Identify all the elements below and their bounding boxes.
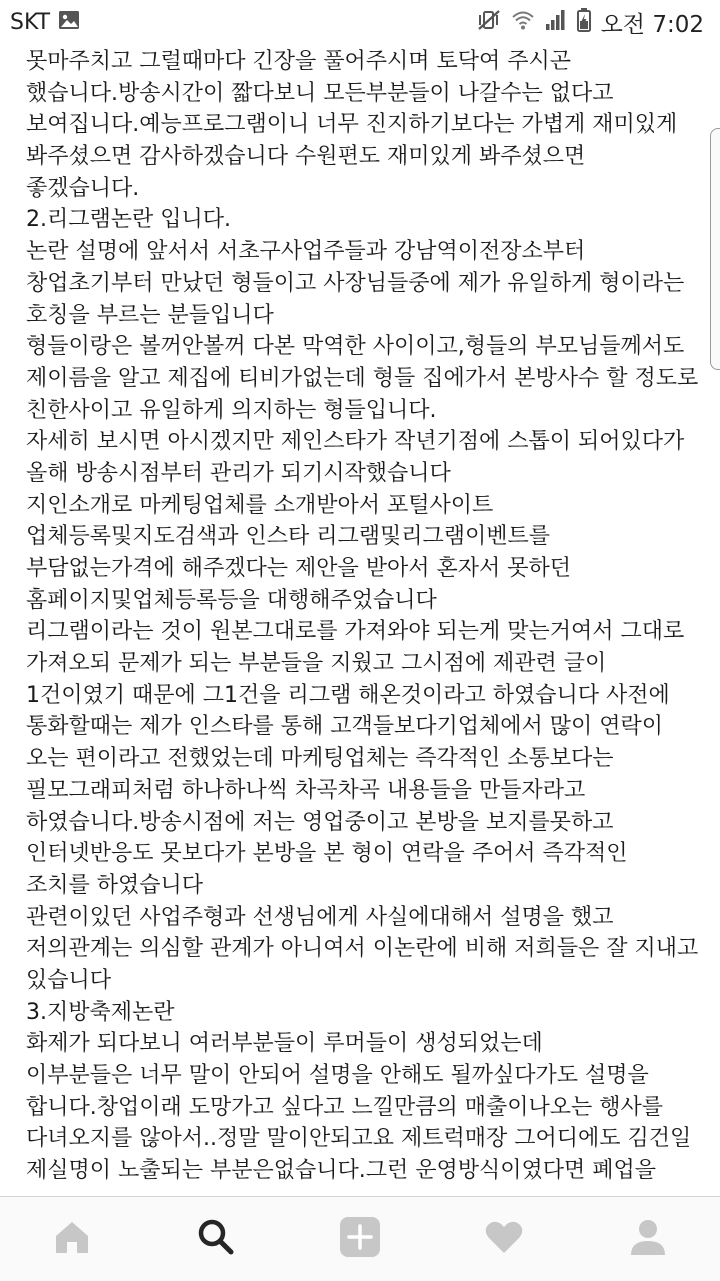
section-heading: 3.지방축제논란: [26, 999, 175, 1025]
scroll-handle[interactable]: [710, 128, 720, 370]
post-text-line: 인터넷반응도 못보다가 본방을 본 형이 연락을 주어서 즉각적인: [26, 841, 628, 867]
post-text-line: 형들이랑은 볼꺼안볼꺼 다본 막역한 사이이고,형들의 부모님들께서도: [26, 334, 685, 360]
section-heading: 2.리그램논란 입니다.: [26, 207, 231, 233]
post-text-line: 관련이있던 사업주형과 선생님에게 사실에대해서 설명을 했고: [26, 904, 614, 930]
post-text-line: 보여집니다.예능프로그램이니 너무 진지하기보다는 가볍게 재미있게: [26, 112, 678, 138]
signal-icon: [545, 9, 567, 35]
post-text-line: 봐주셨으면 감사하겠습니다 수원편도 재미있게 봐주셨으면: [26, 144, 586, 170]
post-text-line: 창업초기부터 만났던 형들이고 사장님들중에 제가 유일하게 형이라는: [26, 270, 685, 296]
nav-search-button[interactable]: [180, 1203, 252, 1275]
image-icon: [58, 10, 80, 34]
carrier-label: SKT: [10, 9, 51, 35]
post-text-line: 다녀오지를 않아서..정말 말이안되고요 제트럭매장 그어디에도 김건일: [26, 1126, 692, 1152]
add-post-icon: [338, 1215, 382, 1263]
post-text-line: 통화할때는 제가 인스타를 통해 고객들보다기업체에서 많이 연락이: [26, 714, 664, 740]
post-text-line: 저의관계는 의심할 관계가 아니여서 이논란에 비해 저희들은 잘 지내고: [26, 936, 699, 962]
post-text-line: 가져오되 문제가 되는 부분들을 지웠고 그시점에 제관련 글이: [26, 651, 607, 677]
status-time: 오전 7:02: [600, 11, 704, 38]
bottom-navigation-bar: [0, 1196, 720, 1281]
post-text-line: 지인소개로 마케팅업체를 소개받아서 포털사이트: [26, 492, 494, 518]
post-text-line: 부담없는가격에 해주겠다는 제안을 받아서 혼자서 못하던: [26, 556, 572, 581]
post-text-line: 하였습니다.방송시점에 저는 영업중이고 본방을 보지를못하고: [26, 809, 614, 835]
post-text-line: 리그램이라는 것이 원본그대로를 가져와야 되는게 맞는거여서 그대로: [26, 619, 685, 645]
post-text-line: 호칭을 부르는 분들입니다: [26, 302, 274, 328]
post-text-body: [26, 46, 716, 1196]
home-icon: [52, 1218, 92, 1260]
status-bar-left: [10, 6, 80, 38]
battery-charging-icon: [577, 8, 591, 36]
post-text-line: 오는 편이라고 전했었는데 마케팅업체는 즉각적인 소통보다는: [26, 746, 614, 772]
post-text-line: 필모그래피처럼 하나하나씩 차곡차곡 내용들을 만들자라고: [26, 777, 586, 803]
heart-icon: [484, 1219, 524, 1259]
nav-profile-button[interactable]: [612, 1203, 684, 1275]
post-text-line: 제실명이 노출되는 부분은없습니다.그런 운영방식이였다면 폐업을: [26, 1158, 657, 1184]
nav-home-button[interactable]: [36, 1203, 108, 1275]
post-text-line: 합니다.창업이래 도망가고 싶다고 느낄만큼의 매출이나오는 행사를: [26, 1094, 664, 1120]
post-text-line: 업체등록및지도검색과 인스타 리그램및리그램이벤트를: [26, 524, 551, 550]
post-text-line: 좋겠습니다.: [26, 175, 140, 201]
nav-activity-button[interactable]: [468, 1203, 540, 1275]
profile-icon: [628, 1217, 668, 1261]
post-text-line: 조치를 하였습니다: [26, 872, 204, 898]
post-text-line: 있습니다: [26, 967, 112, 993]
nav-add-post-button[interactable]: [324, 1203, 396, 1275]
status-bar-right: [477, 6, 704, 38]
status-bar: [0, 0, 720, 44]
post-text-line: 제이름을 알고 제집에 티비가없는데 형들 집에가서 본방사수 할 정도로: [26, 365, 699, 391]
post-text-line: 화제가 되다보니 여러부분들이 루머들이 생성되었는데: [26, 1031, 543, 1057]
post-text-line: 논란 설명에 앞서서 서초구사업주들과 강남역이전장소부터: [26, 239, 586, 265]
post-text-line: 못마주치고 그럴때마다 긴장을 풀어주시며 토닥여 주시곤: [26, 49, 572, 74]
post-text-line: 1건이였기 때문에 그1건을 리그램 해온것이라고 하였습니다 사전에: [26, 682, 670, 708]
wifi-icon: [511, 9, 535, 35]
post-text-line: 홈페이지및업체등록등을 대행해주었습니다: [26, 587, 437, 613]
post-text-line: 이부분들은 너무 말이 안되어 설명을 안해도 될까싶다가도 설명을: [26, 1063, 649, 1088]
post-text-line: 친한사이고 유일하게 의지하는 형들입니다.: [26, 397, 437, 423]
post-text-line: 자세히 보시면 아시겠지만 제인스타가 작년기점에 스톱이 되어있다가: [26, 429, 685, 455]
mute-vibrate-icon: [477, 9, 501, 35]
post-text-line: 올해 방송시점부터 관리가 되기시작했습니다: [26, 460, 451, 486]
search-icon: [196, 1217, 236, 1261]
post-text-line: 했습니다.방송시간이 짧다보니 모든부분들이 나갈수는 없다고: [26, 80, 614, 106]
